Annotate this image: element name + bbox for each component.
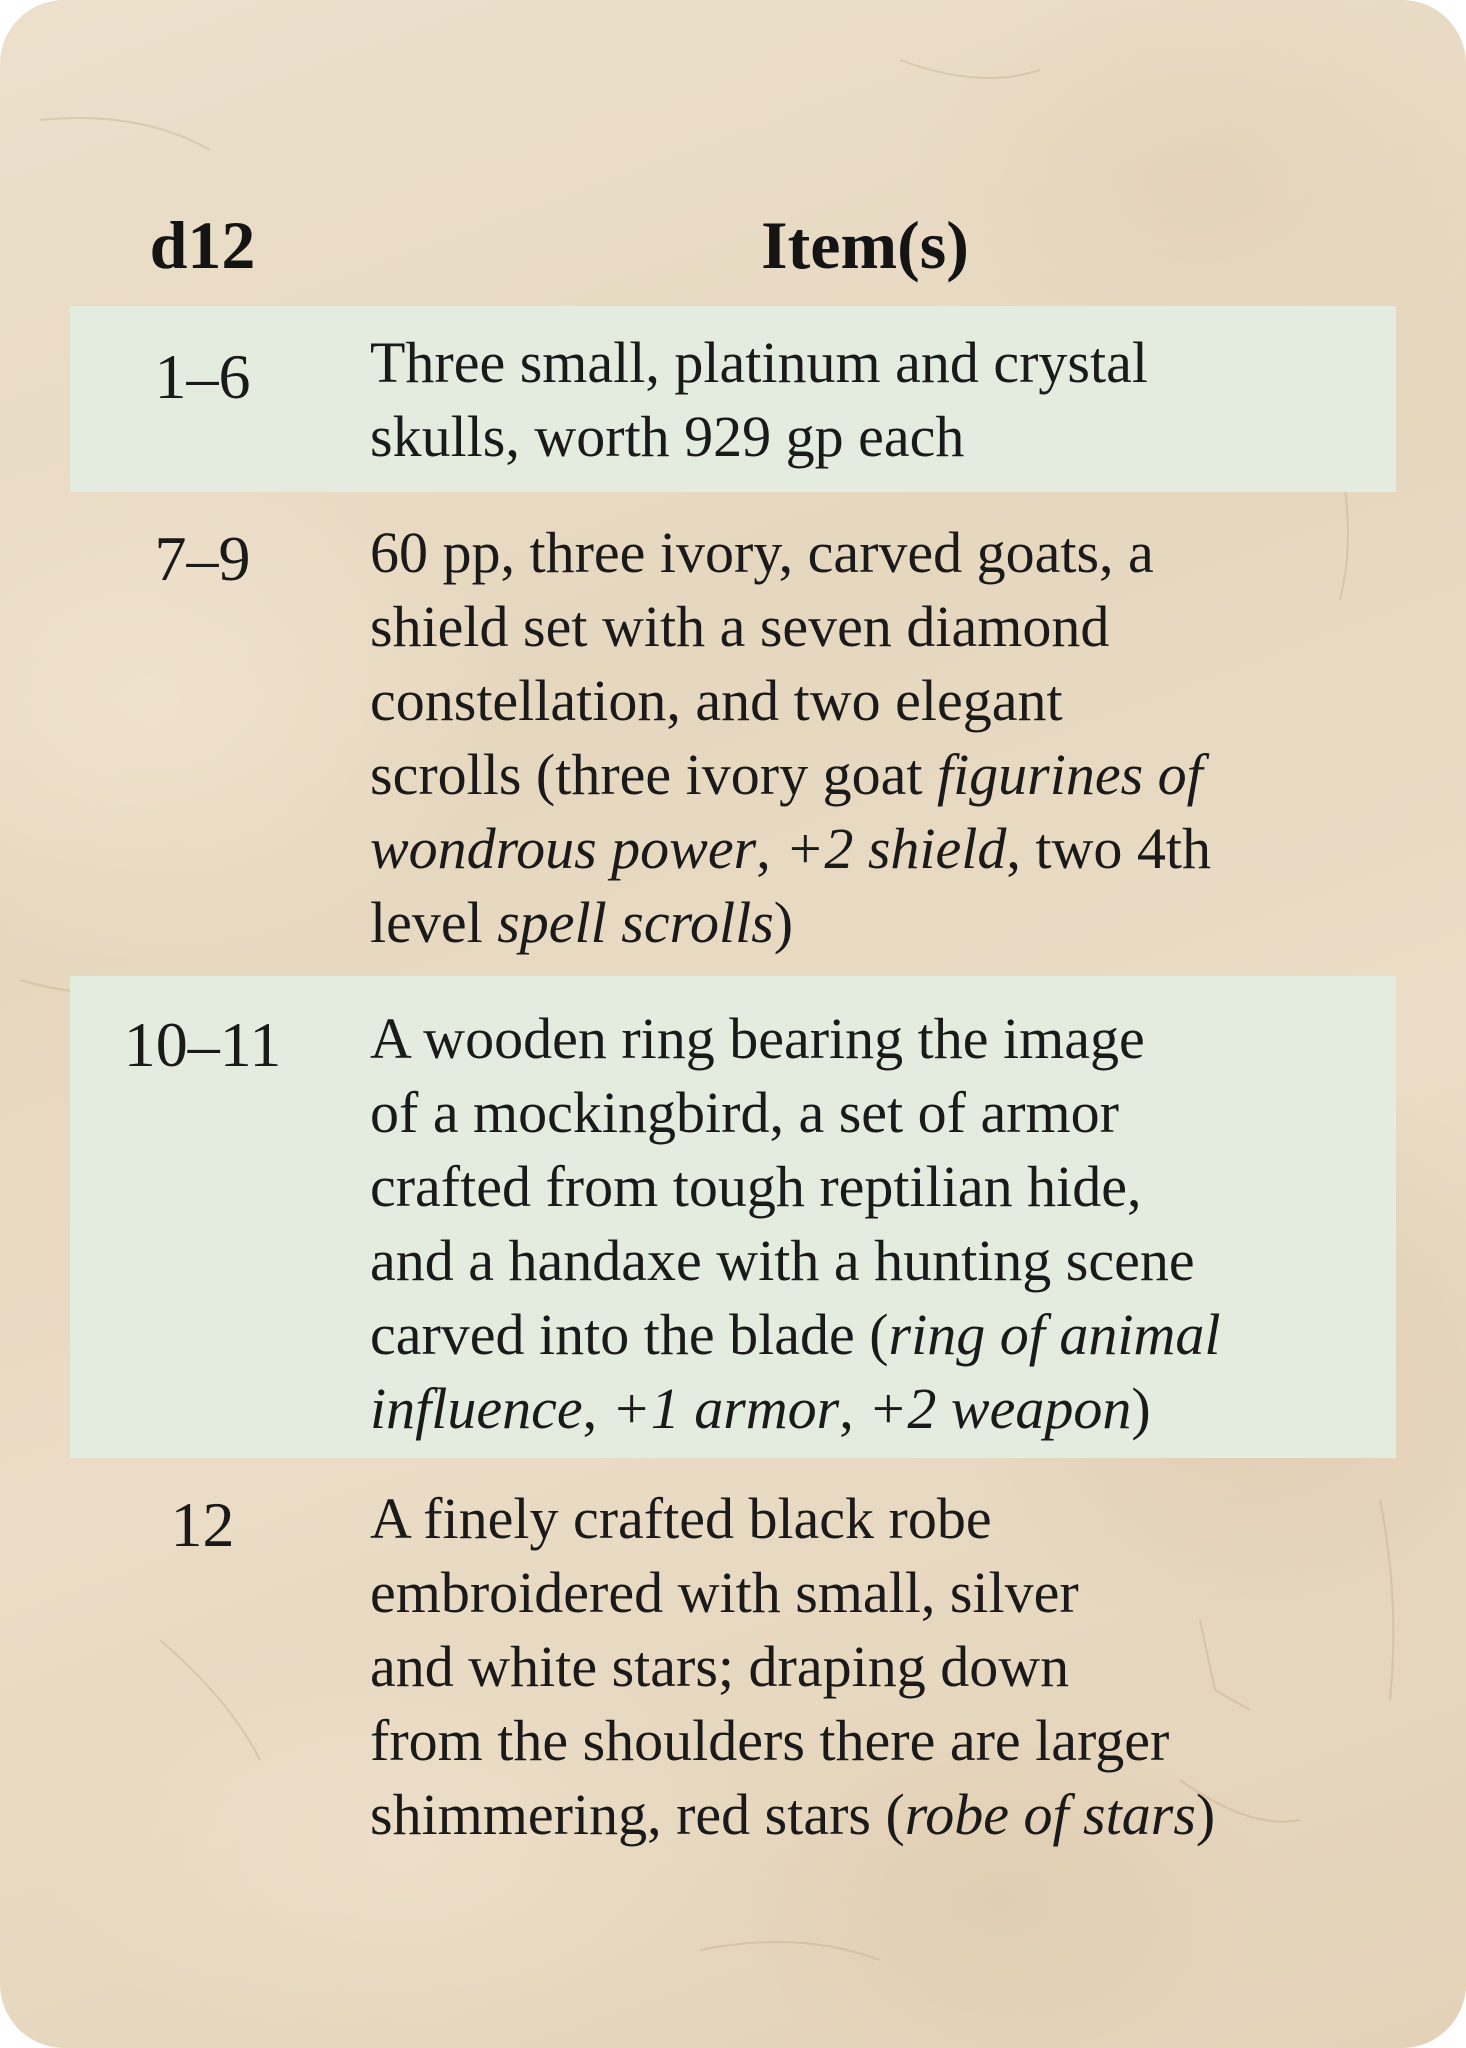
magic-item-name: spell scrolls [497, 890, 774, 955]
magic-item-name: influence [370, 1376, 583, 1441]
description-text: embroidered with small, silver [370, 1560, 1079, 1625]
roll-range: 10–11 [123, 1009, 282, 1080]
description-line [370, 1150, 1380, 1224]
description-line [370, 738, 1380, 812]
description-line [370, 1630, 1380, 1704]
description-line [370, 1778, 1380, 1852]
description-line [370, 1076, 1380, 1150]
description-text: , [582, 1376, 612, 1441]
description-line [370, 812, 1380, 886]
magic-item-name: robe of stars [904, 1782, 1196, 1847]
roll-range: 7–9 [154, 523, 251, 594]
description-text: and a handaxe with a hunting scene [370, 1228, 1195, 1293]
roll-range: 1–6 [154, 341, 251, 412]
description-line [370, 400, 1380, 474]
description-text: level [370, 890, 498, 955]
description-text: skulls, worth 929 gp each [370, 404, 965, 469]
description-line [370, 1298, 1380, 1372]
table-row [70, 306, 1396, 492]
column-header-d12: d12 [149, 207, 256, 283]
description-text: shield set with a seven diamond [370, 594, 1110, 659]
description-line [370, 664, 1380, 738]
table-row [70, 1458, 1396, 1858]
item-description [370, 516, 1380, 960]
description-text: ) [1131, 1376, 1151, 1441]
description-text: shimmering, red stars ( [370, 1782, 905, 1847]
item-description [370, 1002, 1380, 1446]
description-line [370, 1002, 1380, 1076]
magic-item-name: ring of animal [888, 1302, 1221, 1367]
description-text: 60 pp, three ivory, carved goats, a [370, 520, 1154, 585]
magic-item-name: figurines of [936, 742, 1203, 807]
description-text: Three small, platinum and crystal [370, 330, 1148, 395]
description-text: from the shoulders there are larger [370, 1708, 1170, 1773]
description-text: crafted from tough reptilian hide, [370, 1154, 1142, 1219]
description-line [370, 1372, 1380, 1446]
description-text: constellation, and two elegant [370, 668, 1063, 733]
description-text: A finely crafted black robe [370, 1486, 992, 1551]
magic-item-name: +2 weapon [868, 1376, 1132, 1441]
description-line [370, 1704, 1380, 1778]
item-description [370, 1482, 1380, 1852]
description-line [370, 326, 1380, 400]
roll-range: 12 [170, 1489, 235, 1560]
description-line [370, 1556, 1380, 1630]
column-header-items: Item(s) [761, 207, 969, 283]
description-text: and white stars; draping down [370, 1634, 1070, 1699]
magic-item-name: +2 shield [785, 816, 1007, 881]
description-text: ) [773, 890, 794, 955]
description-text: , [756, 816, 786, 881]
item-description [370, 326, 1380, 474]
magic-item-name: +1 armor [611, 1376, 840, 1441]
magic-item-name: wondrous power [370, 816, 757, 881]
description-line [370, 1224, 1380, 1298]
description-line [370, 516, 1380, 590]
description-line [370, 590, 1380, 664]
description-text: of a mockingbird, a set of armor [370, 1080, 1119, 1145]
description-text: A wooden ring bearing the image [370, 1006, 1145, 1071]
description-text: scrolls (three ivory goat [370, 742, 937, 807]
description-line [370, 1482, 1380, 1556]
description-text: carved into the blade ( [370, 1302, 889, 1367]
description-line [370, 886, 1380, 960]
description-text: , two 4th [1006, 816, 1211, 881]
table-row [70, 492, 1396, 976]
table-row [70, 976, 1396, 1458]
description-text: , [839, 1376, 869, 1441]
description-text: ) [1195, 1782, 1216, 1847]
